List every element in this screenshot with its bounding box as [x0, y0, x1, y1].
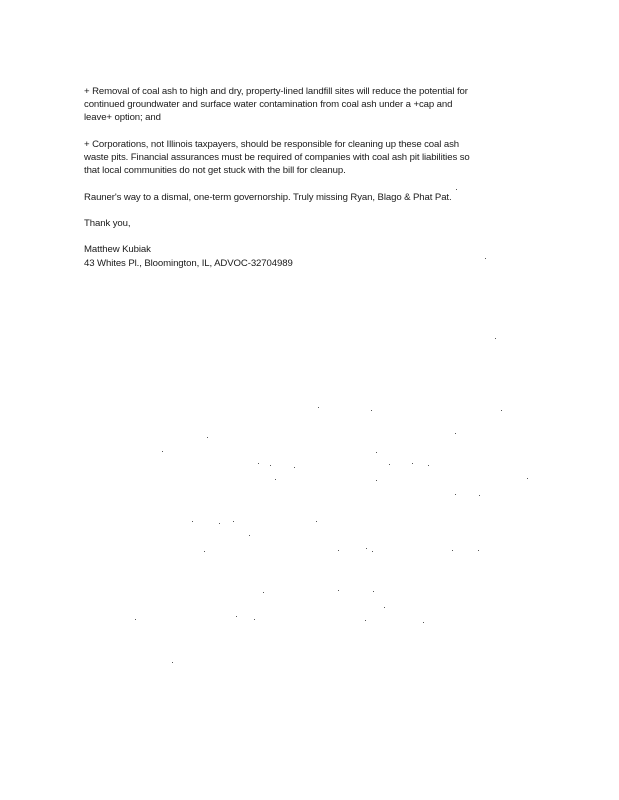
noise-speck	[254, 619, 255, 620]
letter-body	[84, 85, 524, 270]
noise-speck	[294, 467, 295, 468]
text-line: Thank you,	[84, 217, 131, 229]
noise-speck	[207, 437, 208, 438]
noise-speck	[365, 620, 366, 621]
noise-speck	[316, 521, 317, 522]
noise-speck	[428, 465, 429, 466]
text-line: Rauner's way to a dismal, one-term governorship. Truly missing Ryan, Blago & Phat Pat.	[84, 191, 452, 203]
text-line: leave+ option; and	[84, 112, 161, 124]
noise-speck	[192, 521, 193, 522]
paragraph-rauner	[84, 191, 524, 204]
noise-speck	[204, 551, 205, 552]
noise-speck	[376, 480, 377, 481]
noise-speck	[373, 591, 374, 592]
noise-speck	[275, 479, 276, 480]
noise-speck	[366, 548, 367, 549]
noise-speck	[384, 607, 385, 608]
noise-speck	[455, 494, 456, 495]
noise-speck	[258, 463, 259, 464]
noise-speck	[455, 433, 456, 434]
noise-speck	[389, 464, 390, 465]
noise-speck	[172, 662, 173, 663]
text-line: + Corporations, not Illinois taxpayers, should be responsible for cleaning up these coal ash	[84, 138, 460, 150]
noise-speck	[371, 410, 372, 411]
paragraph-corporations	[84, 138, 524, 178]
signature-address: 43 Whites Pl., Bloomington, IL, ADVOC-32704989	[84, 257, 293, 269]
noise-speck	[501, 410, 502, 411]
text-line: continued groundwater and surface water contamination from coal ash under a +cap and	[84, 99, 453, 111]
noise-speck	[479, 495, 480, 496]
noise-speck	[219, 523, 220, 524]
closing-salutation	[84, 217, 524, 230]
signature-name: Matthew Kubiak	[84, 244, 151, 256]
noise-speck	[233, 521, 234, 522]
noise-speck	[495, 338, 496, 339]
noise-speck	[452, 550, 453, 551]
noise-speck	[485, 258, 486, 259]
noise-speck	[236, 616, 237, 617]
noise-speck	[456, 189, 457, 190]
noise-speck	[263, 592, 264, 593]
text-line: that local communities do not get stuck with the bill for cleanup.	[84, 165, 346, 177]
noise-speck	[249, 535, 250, 536]
text-line: waste pits. Financial assurances must be required of companies with coal ash pit liabilities so	[84, 152, 470, 163]
noise-speck	[423, 622, 424, 623]
noise-speck	[318, 407, 319, 408]
noise-speck	[135, 619, 136, 620]
noise-speck	[162, 451, 163, 452]
noise-speck	[376, 452, 377, 453]
paragraph-coal-ash-removal	[84, 85, 524, 125]
noise-speck	[338, 550, 339, 551]
noise-speck	[478, 550, 479, 551]
noise-speck	[338, 590, 339, 591]
noise-speck	[412, 463, 413, 464]
noise-speck	[527, 478, 528, 479]
noise-speck	[270, 465, 271, 466]
noise-speck	[372, 551, 373, 552]
text-line: + Removal of coal ash to high and dry, property-lined landfill sites will reduce the potential for	[84, 86, 468, 97]
signature-block	[84, 243, 524, 269]
